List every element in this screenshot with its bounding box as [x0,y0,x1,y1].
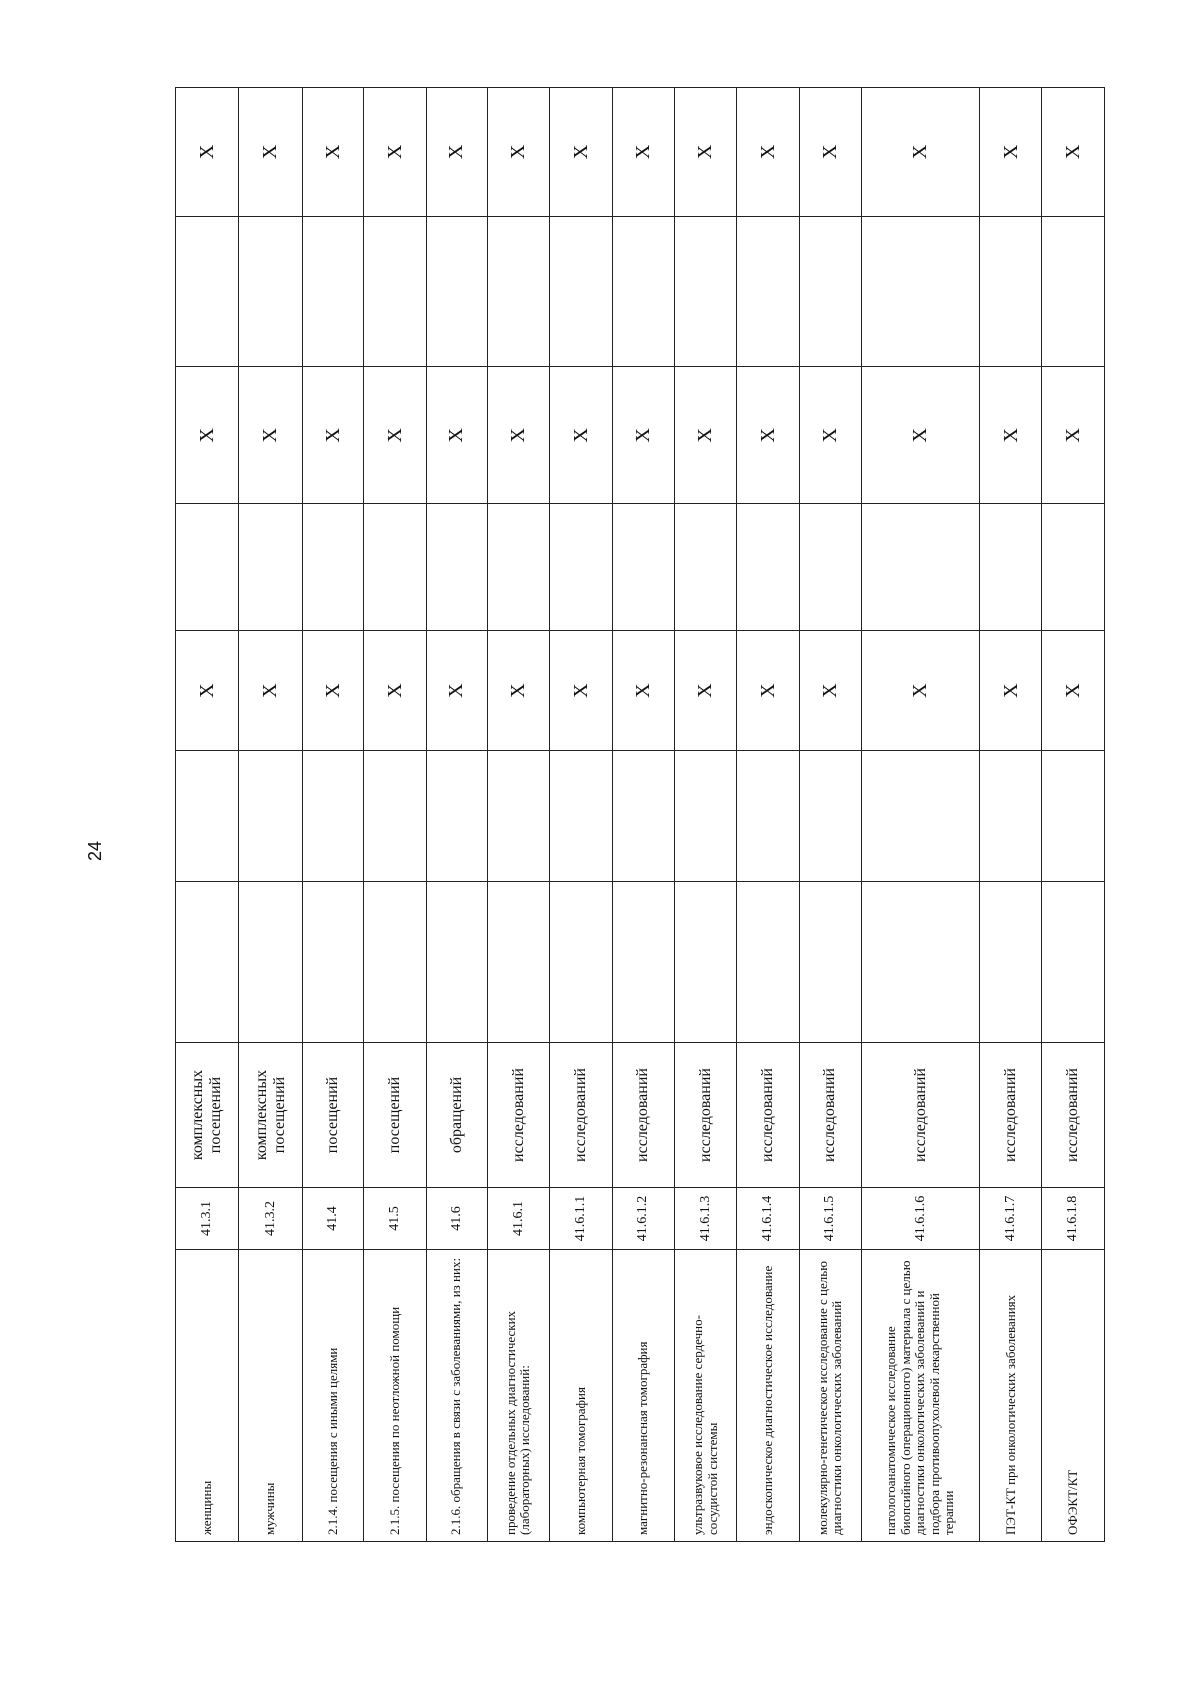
row-code-cell: 41.6.1.6 [861,1187,979,1249]
row-value-cell-2 [861,751,979,882]
data-table [175,87,1105,1542]
row-mark-cell-1: X [176,631,239,751]
row-value-cell-1 [737,882,799,1043]
row-mark-cell-3: X [737,88,799,217]
row-value-cell-2 [239,751,302,882]
row-unit-cell: исследований [861,1043,979,1188]
row-mark-cell-2: X [550,367,612,504]
row-mark-cell-3: X [239,88,302,217]
table-row [487,88,549,1542]
row-unit-cell: исследований [612,1043,674,1188]
row-value-cell-1 [550,882,612,1043]
row-value-cell-3 [302,504,363,631]
row-mark-cell-2: X [737,367,799,504]
row-value-cell-4 [550,216,612,366]
row-unit-cell: обращений [426,1043,487,1188]
row-value-cell-1 [364,882,426,1043]
row-mark-cell-1: X [302,631,363,751]
row-value-cell-3 [1042,504,1105,631]
row-value-cell-1 [426,882,487,1043]
table-row [980,88,1042,1542]
row-value-cell-4 [1042,216,1105,366]
row-value-cell-2 [364,751,426,882]
row-mark-cell-2: X [302,367,363,504]
row-mark-cell-1: X [239,631,302,751]
row-mark-cell-3: X [550,88,612,217]
row-value-cell-4 [239,216,302,366]
row-code-cell: 41.6.1.7 [980,1187,1042,1249]
row-value-cell-3 [487,504,549,631]
row-unit-cell: исследований [799,1043,861,1188]
row-code-cell: 41.4 [302,1187,363,1249]
row-mark-cell-3: X [674,88,736,217]
row-name-cell: 2.1.5. посещения по неотложной помощи [364,1250,426,1542]
row-mark-cell-3: X [487,88,549,217]
row-mark-cell-3: X [612,88,674,217]
row-value-cell-4 [364,216,426,366]
row-name-cell: эндоскопическое диагностическое исследование [737,1250,799,1542]
row-value-cell-4 [674,216,736,366]
row-value-cell-2 [176,751,239,882]
row-unit-cell: комплексных посещений [176,1043,239,1188]
row-name-cell: молекулярно-генетическое исследование с целью диагностики онкологических заболеваний [799,1250,861,1542]
row-value-cell-1 [239,882,302,1043]
row-value-cell-1 [799,882,861,1043]
row-value-cell-1 [176,882,239,1043]
row-mark-cell-2: X [799,367,861,504]
row-mark-cell-2: X [612,367,674,504]
page-number: 24 [85,840,105,862]
table-row [799,88,861,1542]
table-row [1042,88,1105,1542]
row-mark-cell-2: X [487,367,549,504]
row-mark-cell-2: X [239,367,302,504]
row-unit-cell: посещений [364,1043,426,1188]
row-mark-cell-1: X [1042,631,1105,751]
row-value-cell-2 [550,751,612,882]
row-code-cell: 41.6.1.1 [550,1187,612,1249]
row-value-cell-4 [176,216,239,366]
row-mark-cell-3: X [302,88,363,217]
row-mark-cell-3: X [980,88,1042,217]
row-value-cell-3 [550,504,612,631]
row-code-cell: 41.3.1 [176,1187,239,1249]
row-code-cell: 41.6.1.4 [737,1187,799,1249]
row-name-cell: мужчины [239,1250,302,1542]
row-name-cell: 2.1.6. обращения в связи с заболеваниями, из них: [426,1250,487,1542]
row-mark-cell-1: X [861,631,979,751]
table-row [176,88,239,1542]
row-mark-cell-3: X [176,88,239,217]
table-row [426,88,487,1542]
row-value-cell-4 [737,216,799,366]
row-mark-cell-3: X [861,88,979,217]
row-code-cell: 41.3.2 [239,1187,302,1249]
row-value-cell-4 [612,216,674,366]
row-value-cell-2 [426,751,487,882]
table-row [737,88,799,1542]
row-value-cell-4 [487,216,549,366]
row-value-cell-1 [612,882,674,1043]
row-value-cell-2 [487,751,549,882]
row-unit-cell: исследований [737,1043,799,1188]
row-mark-cell-1: X [426,631,487,751]
row-value-cell-3 [364,504,426,631]
row-mark-cell-1: X [487,631,549,751]
row-mark-cell-1: X [364,631,426,751]
row-mark-cell-1: X [550,631,612,751]
table-row [364,88,426,1542]
table-body [176,88,1105,1542]
row-code-cell: 41.6.1.3 [674,1187,736,1249]
row-mark-cell-2: X [1042,367,1105,504]
row-name-cell: женщины [176,1250,239,1542]
row-name-cell: патологоанатомическое исследование биопсийного (операционного) материала с целью диагностики онкологических заболеваний и подбора противоопухолевой лекарственной терапии [861,1250,979,1542]
row-mark-cell-1: X [737,631,799,751]
row-mark-cell-1: X [980,631,1042,751]
row-value-cell-3 [980,504,1042,631]
row-mark-cell-2: X [364,367,426,504]
row-name-cell: ПЭТ-КТ при онкологических заболеваниях [980,1250,1042,1542]
row-value-cell-3 [737,504,799,631]
row-value-cell-3 [861,504,979,631]
row-mark-cell-3: X [426,88,487,217]
row-value-cell-1 [1042,882,1105,1043]
row-mark-cell-2: X [980,367,1042,504]
row-value-cell-3 [239,504,302,631]
row-name-cell: проведение отдельных диагностических (лабораторных) исследований: [487,1250,549,1542]
row-value-cell-1 [487,882,549,1043]
table-row [302,88,363,1542]
table-row [674,88,736,1542]
row-unit-cell: исследований [487,1043,549,1188]
row-value-cell-4 [861,216,979,366]
row-code-cell: 41.6.1.5 [799,1187,861,1249]
table-row [612,88,674,1542]
row-mark-cell-3: X [1042,88,1105,217]
row-value-cell-2 [980,751,1042,882]
row-name-cell: компьютерная томография [550,1250,612,1542]
row-value-cell-4 [426,216,487,366]
row-value-cell-1 [674,882,736,1043]
row-unit-cell: посещений [302,1043,363,1188]
row-mark-cell-2: X [426,367,487,504]
row-unit-cell: исследований [674,1043,736,1188]
row-mark-cell-3: X [799,88,861,217]
row-mark-cell-2: X [861,367,979,504]
row-code-cell: 41.5 [364,1187,426,1249]
row-mark-cell-2: X [176,367,239,504]
row-value-cell-2 [737,751,799,882]
table-rotated-frame [175,87,1105,1542]
row-value-cell-3 [612,504,674,631]
row-code-cell: 41.6.1.2 [612,1187,674,1249]
row-mark-cell-3: X [364,88,426,217]
row-value-cell-2 [799,751,861,882]
table-row [239,88,302,1542]
row-value-cell-3 [426,504,487,631]
row-code-cell: 41.6.1.8 [1042,1187,1105,1249]
table-row [550,88,612,1542]
row-value-cell-1 [302,882,363,1043]
row-value-cell-2 [674,751,736,882]
row-unit-cell: исследований [550,1043,612,1188]
row-code-cell: 41.6.1 [487,1187,549,1249]
row-name-cell: ОФЭКТ/КТ [1042,1250,1105,1542]
row-value-cell-3 [674,504,736,631]
row-value-cell-4 [302,216,363,366]
row-mark-cell-1: X [612,631,674,751]
row-value-cell-1 [980,882,1042,1043]
row-value-cell-2 [612,751,674,882]
row-name-cell: магнитно-резонансная томография [612,1250,674,1542]
row-value-cell-4 [980,216,1042,366]
row-value-cell-4 [799,216,861,366]
row-name-cell: 2.1.4. посещения с иными целями [302,1250,363,1542]
row-value-cell-2 [1042,751,1105,882]
table-row [861,88,979,1542]
row-unit-cell: исследований [980,1043,1042,1188]
row-unit-cell: исследований [1042,1043,1105,1188]
row-mark-cell-1: X [674,631,736,751]
row-name-cell: ультразвуковое исследование сердечно-сосудистой системы [674,1250,736,1542]
row-mark-cell-1: X [799,631,861,751]
row-unit-cell: комплексных посещений [239,1043,302,1188]
row-value-cell-1 [861,882,979,1043]
row-value-cell-3 [799,504,861,631]
row-value-cell-3 [176,504,239,631]
row-value-cell-2 [302,751,363,882]
row-mark-cell-2: X [674,367,736,504]
row-code-cell: 41.6 [426,1187,487,1249]
